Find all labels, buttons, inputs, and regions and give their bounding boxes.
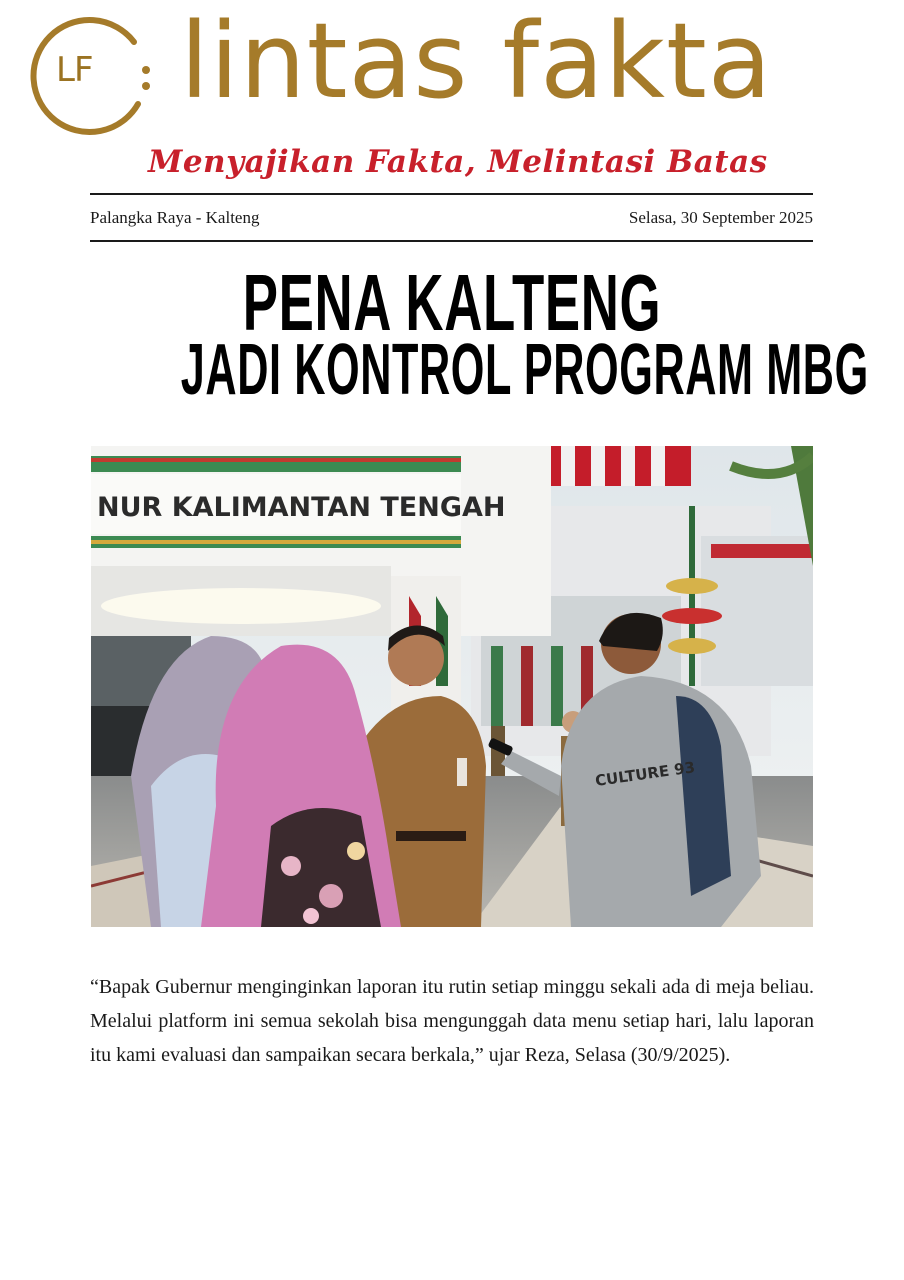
dateline (90, 206, 813, 230)
masthead (0, 0, 904, 190)
brand-name: lintas fakta (180, 0, 773, 122)
dateline-date: Selasa, 30 September 2025 (628, 208, 813, 227)
tagline: Menyajikan Fakta, Melintasi Batas (148, 144, 768, 180)
bottom-divider (90, 240, 813, 242)
logo-initials: LF (56, 50, 93, 90)
article-paragraph: “Bapak Gubernur menginginkan laporan itu rutin setiap minggu sekali ada di meja beliau. Melalui platform ini semua sekolah bisa mengunggah data menu setiap hari, lalu laporan itu kami evaluasi dan sampaikan secara berkala,” ujar Reza, Selasa (30/9/2025). (90, 976, 814, 1066)
shirt-print-text: CULTURE 93 (594, 758, 697, 790)
building-sign-text: NUR KALIMANTAN TENGAH (97, 492, 506, 523)
top-divider (90, 193, 813, 195)
news-photo (91, 446, 813, 927)
dateline-location: Palangka Raya - Kalteng (90, 208, 260, 227)
headline-line-2: JADI KONTROL PROGRAM MBG (180, 330, 869, 410)
headline-line-1: PENA KALTENG (242, 258, 662, 347)
news-photo-illustration (91, 446, 813, 927)
